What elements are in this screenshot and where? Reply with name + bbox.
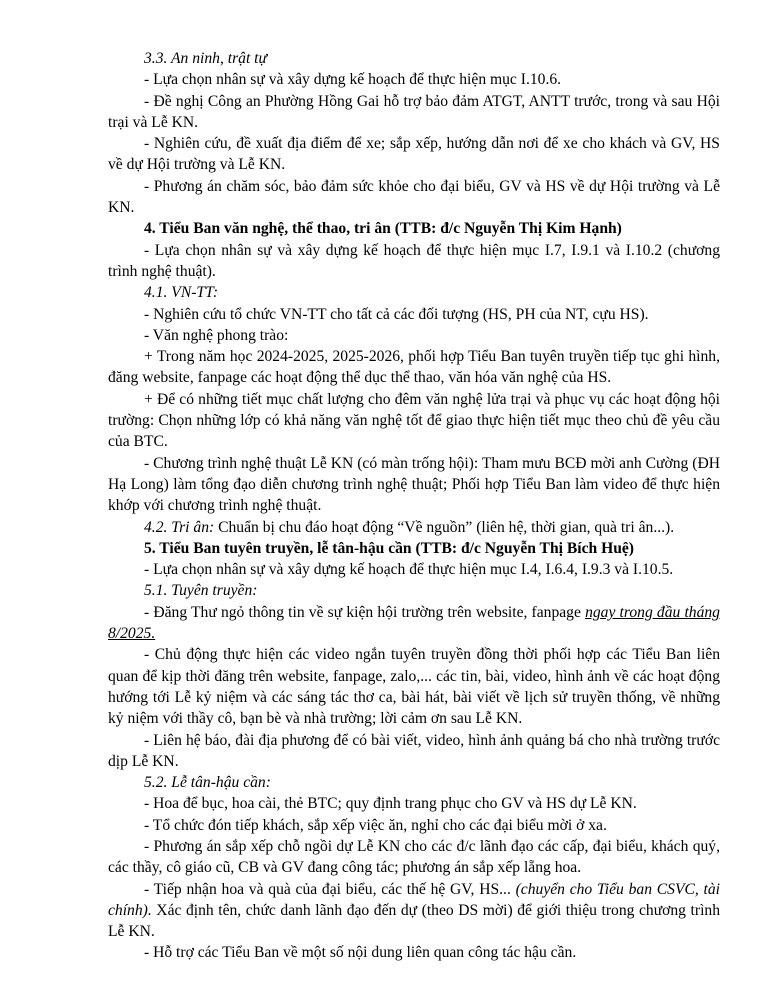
paragraph: - Nghiên cứu tổ chức VN-TT cho tất cả các đối tượng (HS, PH của NT, cựu HS). bbox=[144, 305, 649, 323]
paragraph: - Chương trình nghệ thuật Lễ KN (có màn trống hội): Tham mưu BCĐ mời anh Cường (ĐH Hạ Long) làm tổng đạo diễn chương trình nghệ thuật; Phối hợp Tiểu Ban làm video để thực hiện khớp với chương trình nghệ thuật. bbox=[108, 454, 720, 515]
section-4-heading: 4. Tiểu Ban văn nghệ, thể thao, tri ân (TTB: đ/c Nguyễn Thị Kim Hạnh) bbox=[144, 220, 622, 238]
italic-note: (chuyển cho Tiểu ban CSVC, tài chính). bbox=[108, 880, 720, 919]
paragraph: - Liên hệ báo, đài địa phương để có bài viết, video, hình ảnh quảng bá cho nhà trường trước dịp Lễ KN. bbox=[108, 731, 720, 770]
paragraph: - Phương án sắp xếp chỗ ngồi dự Lễ KN cho các đ/c lãnh đạo các cấp, đại biểu, khách quý, các thầy, cô giáo cũ, CB và GV đang công tác; phương án sắp xếp lẵng hoa. bbox=[108, 837, 720, 877]
paragraph bbox=[108, 602, 720, 645]
paragraph: - Phương án chăm sóc, bảo đảm sức khỏe cho đại biểu, GV và HS về dự Hội trường và Lễ KN. bbox=[108, 177, 720, 217]
section-5-2-heading: 5.2. Lễ tân-hậu cần: bbox=[144, 774, 271, 792]
section-4-2-text: Chuẩn bị chu đáo hoạt động “Về nguồn” (liên hệ, thời gian, quà tri ân...). bbox=[214, 518, 675, 536]
paragraph: - Văn nghệ phong trào: bbox=[144, 326, 289, 344]
document-page bbox=[108, 48, 720, 964]
section-5-heading: 5. Tiểu Ban tuyên truyền, lễ tân-hậu cần (TTB: đ/c Nguyễn Thị Bích Huệ) bbox=[144, 539, 634, 557]
paragraph: - Hỗ trợ các Tiểu Ban về một số nội dung liên quan công tác hậu cần. bbox=[144, 944, 577, 962]
section-5-1-heading: 5.1. Tuyên truyền: bbox=[144, 582, 258, 600]
paragraph: - Đề nghị Công an Phường Hồng Gai hỗ trợ bảo đảm ATGT, ANTT trước, trong và sau Hội trại và Lễ KN. bbox=[108, 92, 720, 131]
paragraph: + Để có những tiết mục chất lượng cho đêm văn nghệ lửa trại và phục vụ các hoạt động hội trường: Chọn những lớp có khả năng văn nghệ tốt để giao thực hiện tiết mục theo chủ đề yêu cầu của BTC. bbox=[108, 390, 720, 451]
section-4-2-label: 4.2. Tri ân: bbox=[144, 518, 215, 536]
paragraph: - Nghiên cứu, đề xuất địa điểm để xe; sắp xếp, hướng dẫn nơi để xe cho khách và GV, HS về dự Hội trường và Lễ KN. bbox=[108, 135, 720, 174]
paragraph: + Trong năm học 2024-2025, 2025-2026, phối hợp Tiểu Ban tuyên truyền tiếp tục ghi hình, đăng website, fanpage các hoạt động thể dục thể thao, văn hóa văn nghệ của HS. bbox=[108, 348, 720, 387]
paragraph: - Chủ động thực hiện các video ngắn tuyên truyền đồng thời phối hợp các Tiểu Ban liên quan để kịp thời đăng trên website, fanpage, zalo,... các tin, bài, video, hình ảnh về các hoạt động hướng tới Lễ kỷ niệm và các sáng tác thơ ca, bài hát, bài viết về lịch sử truyền thống, về những kỷ niệm với thầy cô, bạn bè và nhà trường; lời cảm ơn sau Lễ KN. bbox=[108, 646, 720, 728]
paragraph: - Lựa chọn nhân sự và xây dựng kế hoạch để thực hiện mục I.4, I.6.4, I.9.3 và I.10.5. bbox=[144, 561, 674, 579]
paragraph: - Lựa chọn nhân sự và xây dựng kế hoạch để thực hiện mục I.10.6. bbox=[144, 71, 562, 89]
paragraph: - Tổ chức đón tiếp khách, sắp xếp việc ăn, nghỉ cho các đại biểu mời ở xa. bbox=[144, 816, 607, 834]
paragraph-text: Xác định tên, chức danh lãnh đạo đến dự (theo DS mời) để giới thiệu trong chương trình Lễ KN. bbox=[108, 901, 720, 941]
paragraph bbox=[108, 879, 720, 943]
paragraph: - Hoa để bục, hoa cài, thẻ BTC; quy định trang phục cho GV và HS dự Lễ KN. bbox=[144, 795, 637, 813]
paragraph-text: - Đăng Thư ngỏ thông tin về sự kiện hội trường trên website, fanpage bbox=[144, 603, 586, 621]
section-4-2-paragraph bbox=[108, 517, 720, 538]
section-3-3-heading: 3.3. An ninh, trật tự bbox=[144, 50, 268, 67]
emphasized-date: ngay trong đầu tháng 8/2025. bbox=[108, 603, 720, 643]
paragraph-text: - Tiếp nhận hoa và quà của đại biểu, các thế hệ GV, HS... bbox=[144, 880, 516, 898]
paragraph: - Lựa chọn nhân sự và xây dựng kế hoạch để thực hiện mục I.7, I.9.1 và I.10.2 (chương trình nghệ thuật). bbox=[108, 241, 720, 280]
section-4-1-heading: 4.1. VN-TT: bbox=[144, 284, 219, 302]
